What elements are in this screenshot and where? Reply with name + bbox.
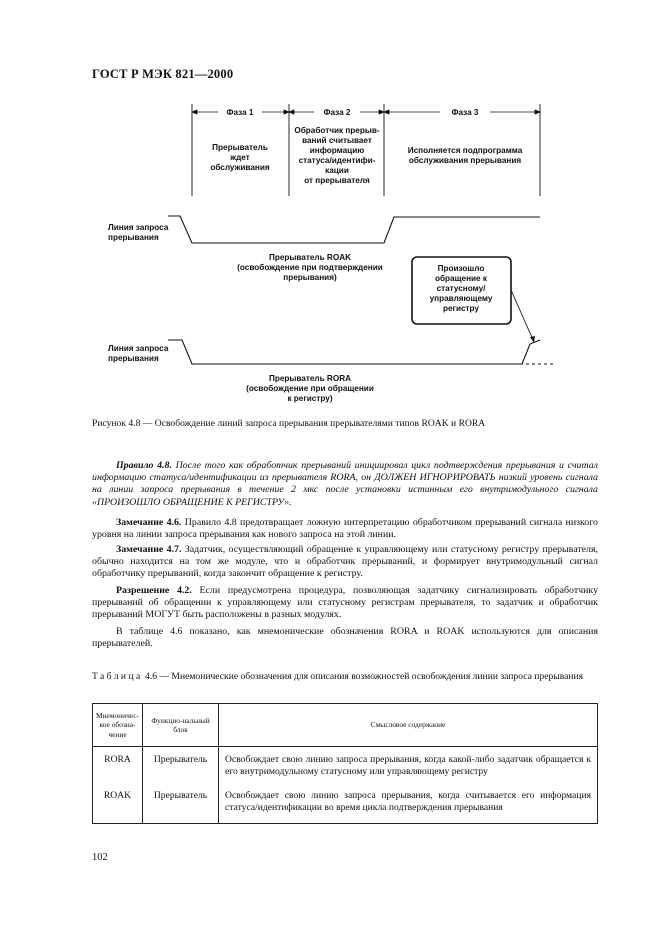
block-cell: Прерыватель xyxy=(143,783,219,824)
rule-label: Правило 4.8. xyxy=(116,460,172,471)
line1-label: прерывания xyxy=(108,233,159,242)
phase-label: Фаза 2 xyxy=(323,108,351,117)
phase2-text: информацию xyxy=(309,146,365,155)
permission-label: Разрешение 4.2. xyxy=(116,585,192,596)
table-header-row xyxy=(93,704,598,747)
meaning-cell: Освобождает свою линию запроса прерывания, когда считывается его информация статуса/идентификации во время цикла подтверждения прерывания xyxy=(219,783,598,824)
box-text: обращение к xyxy=(435,274,487,283)
phase2-text: статуса/идентифи- xyxy=(298,156,376,165)
note2-label: Замечание 4.7. xyxy=(116,544,182,555)
box-pointer xyxy=(511,290,534,342)
phase2-text: кации xyxy=(325,166,349,175)
mnemonic-cell: ROAK xyxy=(93,783,143,824)
note2-paragraph xyxy=(92,544,598,581)
table-row xyxy=(93,747,598,784)
line2-label: Линия запроса xyxy=(108,344,169,353)
block-cell: Прерыватель xyxy=(143,747,219,784)
phase2-text: Обработчик прерыв- xyxy=(294,126,380,135)
table-caption xyxy=(92,671,598,683)
phase2-text: ваний считывает xyxy=(302,136,372,145)
note2-text: Задатчик, осуществляющий обращение к управляющему или статусному регистру прерывателя, обычно находится на том же модуле, что и обработчик прерываний, и формирует внутримодульный сигнал обработчику прерываний, когда закончит обращение к регистру. xyxy=(92,544,598,580)
permission-paragraph xyxy=(92,585,598,622)
col-header: Функцио-нальный блок xyxy=(143,704,219,747)
page-number: 102 xyxy=(92,852,108,863)
figure-caption: Рисунок 4.8 — Освобождение линий запроса прерывания прерывателями типов ROAK и RORA xyxy=(92,418,486,429)
rora-label: (освобождение при обращении xyxy=(246,384,374,393)
phase1-text: Прерыватель xyxy=(212,143,268,152)
permission-text: Если предусмотрена процедура, позволяющая задатчику сигнализировать обработчику прерываний об обращении к управляющему или статусному регистрам прерывателя, то задатчик и обработчик прерываний МОГУТ быть расположены в разных модулях. xyxy=(92,585,599,621)
phase3-text: обслуживания прерывания xyxy=(408,156,522,165)
note1-label: Замечание 4.6. xyxy=(116,517,182,528)
intro-text: В таблице 4.6 показано, как мнемонические обозначения RORA и ROAK используются для описания прерывателей. xyxy=(92,626,598,650)
mnemonics-table xyxy=(92,703,598,824)
roak-label: (освобождение при подтверждении xyxy=(237,263,383,272)
note1-text: Правило 4.8 предотвращает ложную интерпретацию обработчиком прерываний сигнала низкого уровня на линии запроса прерывания как нового запроса на этой линии. xyxy=(92,517,598,541)
rora-label: к регистру) xyxy=(287,394,333,403)
mnemonic-cell: RORA xyxy=(93,747,143,784)
roak-label: прерывания) xyxy=(283,273,337,282)
timing-diagram xyxy=(0,0,661,415)
phase-label: Фаза 3 xyxy=(451,108,479,117)
phase1-text: обслуживания xyxy=(210,163,270,172)
phase2-text: от прерывателя xyxy=(304,176,370,185)
rora-label: Прерыватель RORA xyxy=(268,374,352,383)
box-text: Произошло xyxy=(437,264,485,273)
table-caption-text: 4.6 — Мнемонические обозначения для описания возможностей освобождения линии запроса прерывания xyxy=(142,671,584,682)
intro-paragraph xyxy=(92,626,598,650)
meaning-cell: Освобождает свою линию запроса прерывания, когда какой-либо задатчик обращается к его внутримодульному статусному или управляющему регистру xyxy=(219,747,598,784)
box-text: статусному/ xyxy=(436,284,486,293)
table-caption-word: Таблица xyxy=(92,671,143,682)
page-header: ГОСТ Р МЭК 821—2000 xyxy=(92,67,234,81)
phase3-text: Исполняется подпрограмма xyxy=(407,146,523,155)
table-row xyxy=(93,783,598,824)
phase-label: Фаза 1 xyxy=(226,108,254,117)
col-header: Смысловое содержание xyxy=(219,704,598,747)
phase1-text: ждет xyxy=(230,153,250,162)
irq-line-rora xyxy=(168,340,540,364)
note1-paragraph xyxy=(92,517,598,541)
rule-text: После того как обработчик прерываний инициировал цикл подтверждения прерывания и считал информацию статуса/идентификации из прерывателя RORA, он ДОЛЖЕН ИГНОРИРОВАТЬ низкий уровень сигнала на линии запроса прерывания в течение 2 мкс после установки истинным его внутримодульного сигнала «ПРОИЗОШЛО ОБРАЩЕНИЕ К РЕГИСТРУ». xyxy=(92,460,598,508)
line1-label: Линия запроса xyxy=(108,223,169,232)
box-text: регистру xyxy=(442,304,480,313)
roak-label: Прерыватель ROAK xyxy=(268,253,352,262)
line2-label: прерывания xyxy=(108,354,159,363)
rule-paragraph xyxy=(92,460,598,509)
col-header: Мнемоничес-кое обозна-чение xyxy=(93,704,143,747)
box-text: управляющему xyxy=(429,294,493,303)
irq-line-roak xyxy=(168,216,540,243)
